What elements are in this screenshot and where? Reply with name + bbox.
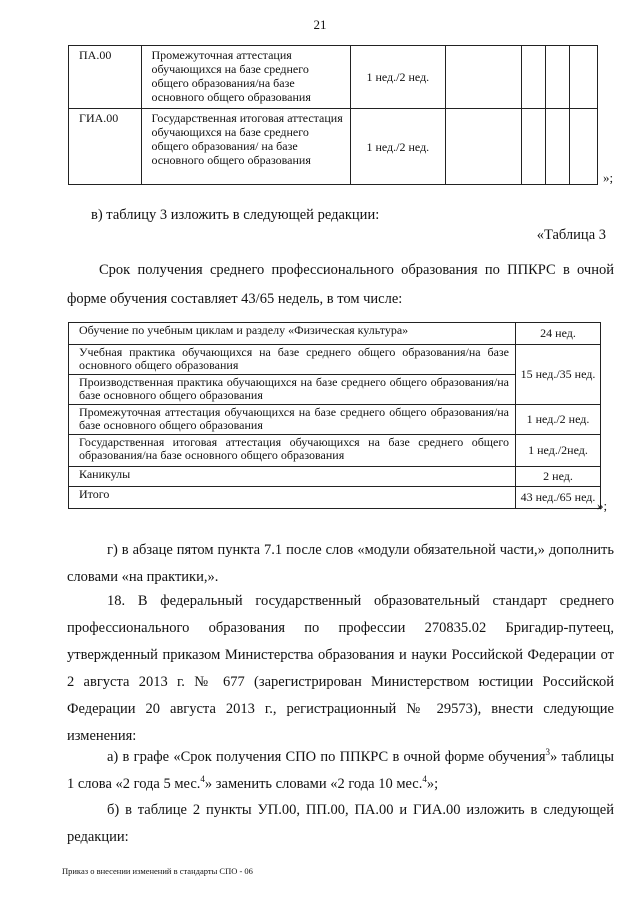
item-a-paragraph bbox=[67, 744, 614, 798]
item-a-text: а) в графе «Срок получения СПО по ППКРС в очной форме обучения bbox=[107, 749, 546, 765]
page-footer: Приказ о внесении изменений в стандарты СПО - 06 bbox=[62, 866, 253, 876]
table-1 bbox=[68, 45, 598, 185]
table-cell-empty bbox=[545, 46, 570, 109]
table-cell-empty bbox=[522, 109, 545, 185]
table-cell-empty bbox=[445, 109, 522, 185]
table-cell-empty bbox=[570, 109, 598, 185]
table-row bbox=[69, 109, 598, 185]
table-cell-code: ГИА.00 bbox=[69, 109, 142, 185]
table-cell-value: 2 нед. bbox=[516, 467, 601, 487]
item-a-text: » заменить словами «2 года 10 мес. bbox=[204, 776, 423, 792]
table-cell-desc: Производственная практика обучающихся на базе среднего общего образования/на базе основного общего образования bbox=[69, 375, 516, 405]
table-row bbox=[69, 46, 598, 109]
page-number: 21 bbox=[313, 17, 327, 32]
table-cell-desc: Учебная практика обучающихся на базе среднего общего образования/на базе основного общего образования bbox=[69, 345, 516, 375]
item-a-text: » таблицы 1 слова «2 года 5 мес. bbox=[67, 749, 614, 792]
table-row bbox=[69, 345, 601, 375]
table-cell-code: ПА.00 bbox=[69, 46, 142, 109]
table-row bbox=[69, 467, 601, 487]
table-cell-empty bbox=[545, 109, 570, 185]
footnote-ref: 3 bbox=[545, 747, 551, 758]
footnote-ref: 4 bbox=[422, 774, 427, 785]
table-cell-duration: 1 нед./2 нед. bbox=[350, 46, 445, 109]
table-cell-value: 15 нед./35 нед. bbox=[516, 345, 601, 405]
table-cell-empty bbox=[570, 46, 598, 109]
table-row bbox=[69, 405, 601, 435]
table-cell-desc: Государственная итоговая аттестация обучающихся на базе среднего общего образования/на базе основного общего образования bbox=[69, 435, 516, 467]
table-cell-desc: Каникулы bbox=[69, 467, 516, 487]
table-cell-desc: Итого bbox=[69, 487, 516, 509]
table-cell-desc: Обучение по учебным циклам и разделу «Физическая культура» bbox=[69, 323, 516, 345]
table-row bbox=[69, 487, 601, 509]
table-cell-desc: Промежуточная аттестация обучающихся на базе среднего общего образования/на базе основного общего образования bbox=[141, 46, 350, 109]
table-3-label: «Таблица 3 bbox=[536, 227, 606, 243]
table-cell-empty bbox=[522, 46, 545, 109]
item-a-text: »; bbox=[426, 776, 439, 792]
item-g-paragraph: г) в абзаце пятом пункта 7.1 после слов «модули обязательной части,» дополнить словами «на практики,». bbox=[67, 542, 614, 585]
table-cell-value: 43 нед./65 нед. bbox=[516, 487, 601, 509]
table-cell-empty bbox=[445, 46, 522, 109]
table-cell-value: 1 нед./2 нед. bbox=[516, 405, 601, 435]
footnote-ref: 4 bbox=[200, 774, 205, 785]
table-cell-desc: Государственная итоговая аттестация обучающихся на базе среднего общего образования/ на базе основного общего образования bbox=[141, 109, 350, 185]
quote-close: »; bbox=[603, 170, 614, 185]
item-v-paragraph: в) таблицу 3 изложить в следующей редакции: bbox=[91, 207, 380, 223]
table-cell-duration: 1 нед./2 нед. bbox=[350, 109, 445, 185]
quote-close: »; bbox=[597, 498, 608, 513]
duration-paragraph: Срок получения среднего профессионального образования по ППКРС в очной форме обучения составляет 43/65 недель, в том числе: bbox=[67, 262, 614, 307]
table-row bbox=[69, 435, 601, 467]
table-cell-desc: Промежуточная аттестация обучающихся на базе среднего общего образования/на базе основного общего образования bbox=[69, 405, 516, 435]
item-b-paragraph: б) в таблице 2 пункты УП.00, ПП.00, ПА.00 и ГИА.00 изложить в следующей редакции: bbox=[67, 802, 614, 845]
table-cell-value: 1 нед./2нед. bbox=[516, 435, 601, 467]
table-row bbox=[69, 323, 601, 345]
item-18-paragraph: 18. В федеральный государственный образовательный стандарт среднего профессионального образования по профессии 270835.02 Бригадир-путеец, утвержденный приказом Министерства образования и науки Российской Федерации от 2 августа 2013 г. № 677 (зарегистрирован Министерством юстиции Российской Федерации 20 августа 2013 г., регистрационный № 29573), внести следующие изменения: bbox=[67, 593, 614, 744]
table-3 bbox=[68, 322, 601, 509]
table-cell-value: 24 нед. bbox=[516, 323, 601, 345]
